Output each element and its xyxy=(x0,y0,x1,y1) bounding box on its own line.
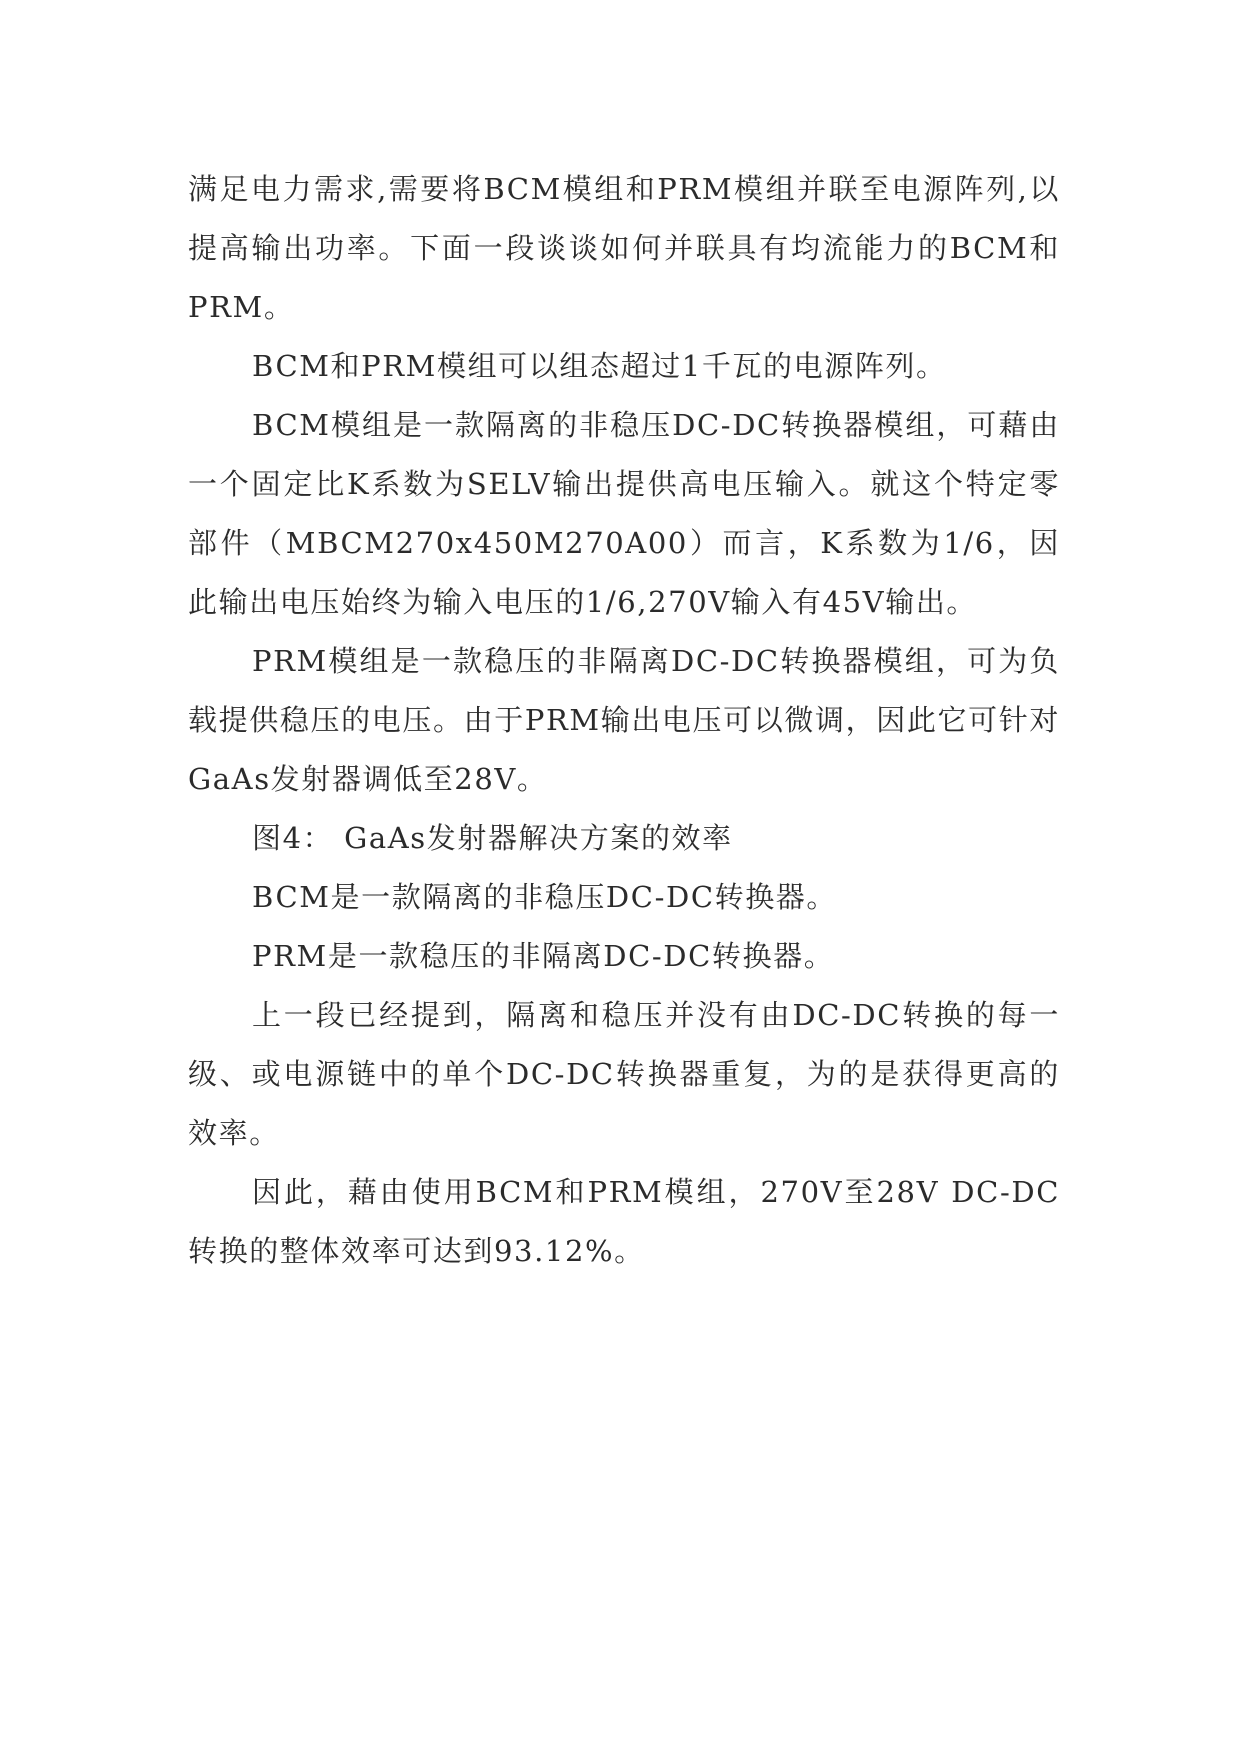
paragraph-isolation-regulation: 上一段已经提到，隔离和稳压并没有由DC-DC转换的每一级、或电源链中的单个DC-DC转换器重复，为的是获得更高的效率。 xyxy=(188,998,1060,1150)
document-body xyxy=(188,160,1060,1281)
paragraph-bcm-summary: BCM是一款隔离的非稳压DC-DC转换器。 xyxy=(252,880,838,914)
paragraph-efficiency-conclusion: 因此，藉由使用BCM和PRM模组，270V至28V DC-DC转换的整体效率可达到93.12%。 xyxy=(188,1175,1060,1268)
figure-caption: 图4： GaAs发射器解决方案的效率 xyxy=(252,821,733,855)
paragraph-parallel-intro: 满足电力需求,需要将BCM模组和PRM模组并联至电源阵列,以提高输出功率。下面一段谈谈如何并联具有均流能力的BCM和PRM。 xyxy=(188,172,1060,324)
paragraph-kilowatt-array: BCM和PRM模组可以组态超过1千瓦的电源阵列。 xyxy=(252,349,947,383)
paragraph-prm-module: PRM模组是一款稳压的非隔离DC-DC转换器模组，可为负载提供稳压的电压。由于PRM输出电压可以微调，因此它可针对GaAs发射器调低至28V。 xyxy=(188,644,1060,796)
paragraph-prm-summary: PRM是一款稳压的非隔离DC-DC转换器。 xyxy=(252,939,835,973)
paragraph-bcm-module: BCM模组是一款隔离的非稳压DC-DC转换器模组，可藉由一个固定比K系数为SELV输出提供高电压输入。就这个特定零部件（MBCM270x450M270A00）而言，K系数为1/6，因此输出电压始终为输入电压的1/6,270V输入有45V输出。 xyxy=(188,408,1060,619)
